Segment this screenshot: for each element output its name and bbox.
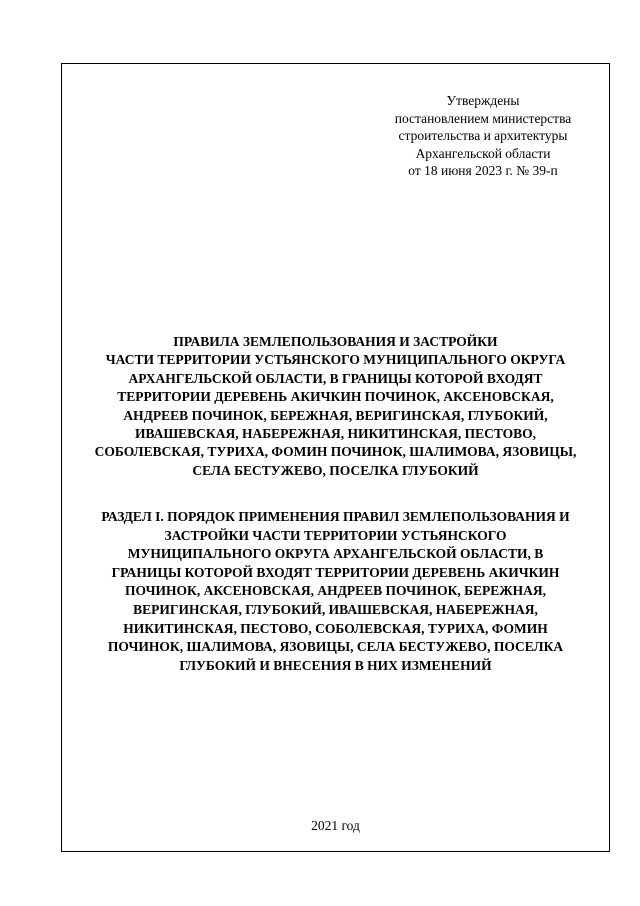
approval-line: постановлением министерства (394, 110, 572, 126)
title-line: АРХАНГЕЛЬСКОЙ ОБЛАСТИ, В ГРАНИЦЫ КОТОРОЙ ВХОДЯТ (128, 370, 543, 386)
section-line: ПОЧИНОК, АКСЕНОВСКАЯ, АНДРЕЕВ ПОЧИНОК, БЕРЕЖНАЯ, (124, 583, 547, 599)
document-year: 2021 год (311, 818, 360, 833)
approval-line: Архангельской области (415, 145, 551, 161)
section-line: ГРАНИЦЫ КОТОРОЙ ВХОДЯТ ТЕРРИТОРИИ ДЕРЕВЕНЬ АКИЧКИН (111, 564, 560, 580)
section-line: РАЗДЕЛ I. ПОРЯДОК ПРИМЕНЕНИЯ ПРАВИЛ ЗЕМЛЕПОЛЬЗОВАНИЯ И (101, 509, 570, 524)
title-line: ЧАСТИ ТЕРРИТОРИИ УСТЬЯНСКОГО МУНИЦИПАЛЬНОГО ОКРУГА (105, 352, 566, 368)
document-title (62, 333, 609, 480)
section-heading (62, 508, 609, 675)
section-line: ГЛУБОКИЙ И ВНЕСЕНИЯ В НИХ ИЗМЕНЕНИЙ (179, 657, 492, 673)
title-line: ИВАШЕВСКАЯ, НАБЕРЕЖНАЯ, НИКИТИНСКАЯ, ПЕСТОВО, (134, 426, 537, 442)
approval-line: строительства и архитектуры (398, 128, 568, 143)
section-line: НИКИТИНСКАЯ, ПЕСТОВО, СОБОЛЕВСКАЯ, ТУРИХА, ФОМИН (123, 620, 548, 636)
title-line: СЕЛА БЕСТУЖЕВО, ПОСЕЛКА ГЛУБОКИЙ (192, 462, 479, 478)
approval-line: Утверждены (446, 93, 520, 108)
title-line: АНДРЕЕВ ПОЧИНОК, БЕРЕЖНАЯ, ВЕРИГИНСКАЯ, ГЛУБОКИЙ, (123, 407, 548, 423)
section-line: ЗАСТРОЙКИ ЧАСТИ ТЕРРИТОРИИ УСТЬЯНСКОГО (164, 527, 507, 543)
section-line: ВЕРИГИНСКАЯ, ГЛУБОКИЙ, ИВАШЕВСКАЯ, НАБЕРЕЖНАЯ, (133, 601, 538, 617)
section-line: МУНИЦИПАЛЬНОГО ОКРУГА АРХАНГЕЛЬСКОЙ ОБЛАСТИ, В (127, 546, 544, 562)
title-line: ПРАВИЛА ЗЕМЛЕПОЛЬЗОВАНИЯ И ЗАСТРОЙКИ (173, 334, 498, 349)
section-line: ПОЧИНОК, ШАЛИМОВА, ЯЗОВИЦЫ, СЕЛА БЕСТУЖЕВО, ПОСЕЛКА (107, 639, 564, 655)
approval-stamp (369, 92, 597, 180)
title-line: СОБОЛЕВСКАЯ, ТУРИХА, ФОМИН ПОЧИНОК, ШАЛИМОВА, ЯЗОВИЦЫ, (94, 444, 577, 460)
title-line: ТЕРРИТОРИИ ДЕРЕВЕНЬ АКИЧКИН ПОЧИНОК, АКСЕНОВСКАЯ, (117, 389, 554, 405)
approval-line: от 18 июня 2023 г. № 39-п (408, 163, 558, 178)
